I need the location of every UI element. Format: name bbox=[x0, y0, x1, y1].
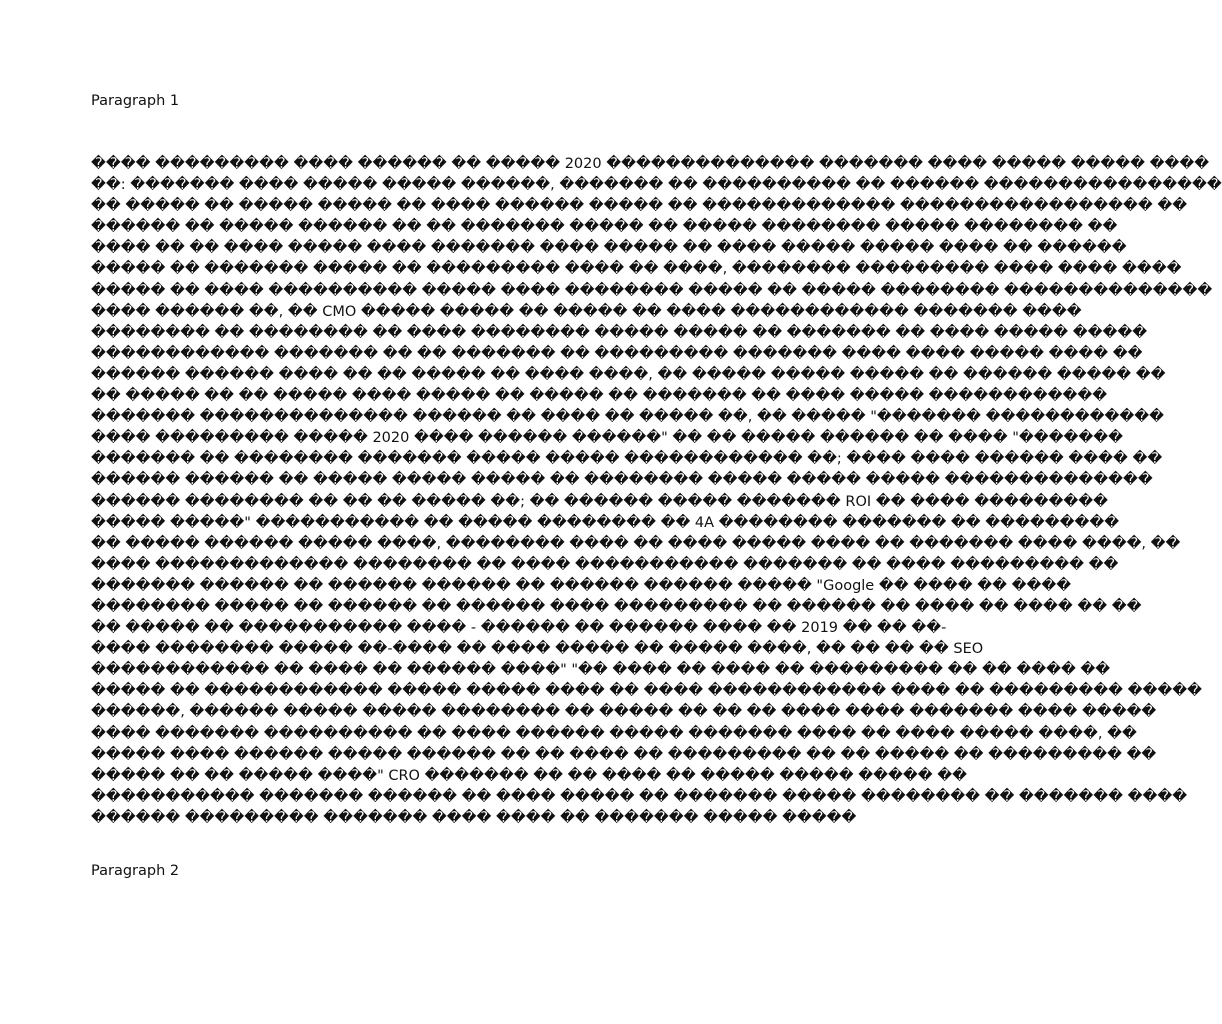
body-text-line: ��: ������� ���� ����� ����� ������, ������� �� ���������� �� ������ ���������������� bbox=[91, 177, 1222, 194]
body-text-line: ����� �� ������� ����� �� ��������� ���� �� ����, �������� ��������� ���� ���� ���� bbox=[91, 261, 1182, 278]
body-text-line: ����������� ������� ������ �� ���� ����� �� ������� ����� �������� �� ������� ���� bbox=[91, 788, 1188, 805]
body-text-line: ������, ������ ����� ����� �������� �� ����� �� �� �� ���� ���� ������� ���� ����� bbox=[91, 704, 1157, 721]
body-text-line: ������ �� ����� ������ �� �� ������� ����� �� ����� �������� ����� �������� �� bbox=[91, 219, 1118, 236]
body-text-line: �� ����� ������ ����� ����, �������� ���� �� ���� ����� ���� �� ������� ���� ����, �� bbox=[91, 535, 1181, 552]
body-text-line: ����� ���� ������ ����� ������ �� �� ���� �� ��������� �� �� ����� �� ��������� �� bbox=[91, 746, 1157, 763]
body-text-line: ���� ��������� ���� ������ �� ����� 2020 �������������� ������� ���� ����� ����� ���� bbox=[91, 156, 1210, 172]
body-text-line: ������ ������ ���� �� �� ����� �� ���� ����, �� ����� ����� ����� �� ������ ����� �� bbox=[91, 366, 1166, 383]
body-text-line: �������� ����� �� ������ �� ������ ���� ��������� �� ������ �� ���� �� ���� �� �� bbox=[91, 598, 1142, 615]
body-text-line: ���� �������� ����� ��-���� �� ���� ����� �� ����� ����, �� �� �� �� SEO bbox=[91, 641, 984, 658]
body-text-line: ������ �������� �� �� �� ����� ��; �� ������ ����� ������� ROI �� ���� ��������� bbox=[91, 493, 1109, 510]
body-text-line: ���� ��������� ����� 2020 ���� ������ ������" �� �� ����� ������ �� ���� "������� bbox=[91, 430, 1123, 447]
body-text-line: ������ ��������� ������� ���� ���� �� ������� ����� ����� bbox=[91, 809, 857, 826]
body-text-line: ������� �� �������� ������� ����� ����� ������������ ��; ���� ���� ������ ���� �� bbox=[91, 451, 1163, 468]
body-text-line: ���� ������� ���������� �� ���� ������ ����� ������� ���� �� ���� ����� ����, �� bbox=[91, 725, 1137, 742]
body-text-line: ������������ ������� �� �� ������� �� ��������� ������� ���� ���� ����� ���� �� bbox=[91, 345, 1143, 362]
body-text-line: ����� �� �� ����� ����" CRO ������� �� �� ���� �� ����� ����� ����� �� bbox=[91, 767, 967, 784]
paragraph-2-heading: Paragraph 2 bbox=[91, 863, 180, 879]
body-text-line: ����� �� ���� ���������� ����� ���� �������� ����� �� ����� �������� �������������� bbox=[91, 282, 1213, 299]
body-text-line: ���� ������������� �������� �� ���� ����������� ������� �� ���� ��������� �� bbox=[91, 556, 1119, 573]
body-text-line: �� ����� �� �� ����� ���� ����� �� ����� �� ������� �� ���� ����� ������������ bbox=[91, 388, 1108, 405]
paragraph-1-heading: Paragraph 1 bbox=[91, 93, 180, 109]
paragraph-1-body bbox=[91, 154, 1222, 826]
body-text-line: �������� �� �������� �� ���� �������� ����� ����� �� ������� �� ���� ����� ����� bbox=[91, 324, 1148, 341]
body-text-line: ����� �����" ����������� �� ����� �������� �� 4A �������� ������� �� ��������� bbox=[91, 514, 1120, 531]
body-text-line: ����� �� ������������ ����� ����� ���� �� ���� ������������ ���� �� ��������� ����� bbox=[91, 683, 1202, 700]
body-text-line: ������� ������ �� ������ ������ �� ������ ������ ����� "Google �� ���� �� ���� bbox=[91, 577, 1072, 594]
body-text-line: �� ����� �� ����� ����� �� ���� ������ ����� �� ������������� ����������������� �� bbox=[91, 198, 1188, 215]
body-text-line: �� ����� �� ����������� ���� - ������ �� ������ ���� �� 2019 �� �� ��- bbox=[91, 620, 947, 637]
body-text-line: ������ ������ �� ����� ����� ����� �� �������� ����� ����� ����� �������������� bbox=[91, 472, 1153, 489]
body-text-line: ���� �� �� ���� ����� ���� ������� ���� ����� �� ���� ����� ����� ���� �� ������ bbox=[91, 240, 1127, 257]
body-text-line: ������� �������������� ������ �� ���� �� ����� ��, �� ����� "������� ������������ bbox=[91, 409, 1165, 426]
body-text-line: ���� ������ ��, �� CMO ����� ����� �� ����� �� ���� ������������ ������� ���� bbox=[91, 303, 1082, 320]
body-text-line: ������������ �� ���� �� ������ ����" "�� ���� �� ���� �� ��������� �� �� ���� �� bbox=[91, 662, 1111, 679]
